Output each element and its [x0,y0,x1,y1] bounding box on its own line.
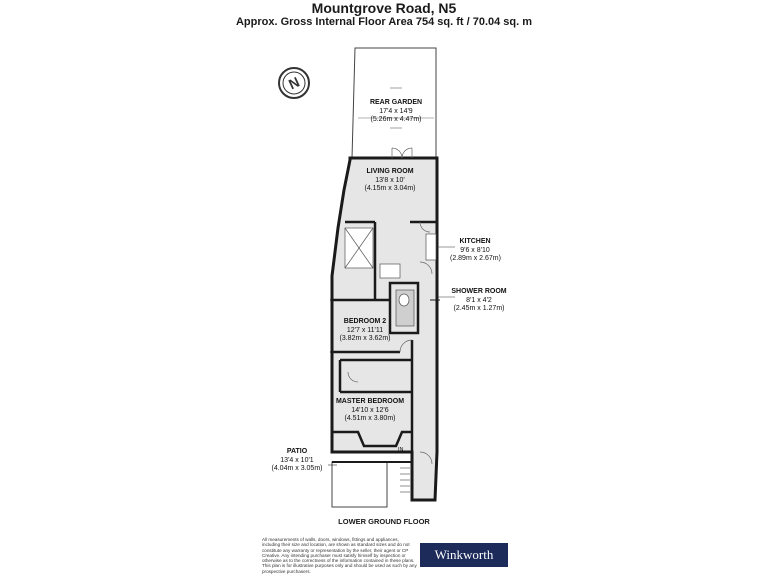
living-room-label [350,168,430,194]
master-bedroom-metric: (4.51m x 3.80m) [344,415,396,422]
bedroom-2-label [334,318,396,344]
living-room-metric: (4.15m x 3.04m) [364,185,416,192]
floor-area-subtitle: Approx. Gross Internal Floor Area 754 sq. ft / 70.04 sq. m [235,16,533,28]
floor-level-label: LOWER GROUND FLOOR [338,517,430,526]
master-bedroom-name: MASTER BEDROOM [335,398,405,405]
kitchen-label [450,238,500,264]
entrance-marker: IN [398,447,404,453]
bedroom-2-metric: (3.82m x 3.62m) [339,335,391,342]
kitchen-name: KITCHEN [459,238,491,245]
patio-metric: (4.04m x 3.05m) [271,465,323,472]
compass-letter: N [286,73,302,93]
patio-area [332,462,412,507]
brand-logo: Winkworth [420,543,508,567]
patio-label [266,448,328,474]
plan-title: Mountgrove Road, N5 [311,0,457,16]
rear-garden-label [356,99,436,125]
kitchen-imperial: 9'6 x 8'10 [460,246,490,254]
bedroom-2-name: BEDROOM 2 [343,318,387,325]
rear-garden-name: REAR GARDEN [369,99,423,106]
shower-room-metric: (2.45m x 1.27m) [453,305,505,312]
compass-icon [279,68,309,98]
disclaimer-text: All measurements of walls, doors, windows, fittings and appliances, including their size and location, are shown as standard sizes and do not constitute any warranty or representation by the seller, their agent or CP Creative. Any intending purchaser must satisfy himself by inspection or otherwise as to the correctness of the information contained in these plans. This plan is for illustrative purposes only and should be used as such by any prospective purchasers. [262,537,417,574]
shower-room-imperial: 8'1 x 4'2 [466,296,492,304]
living-room-name: LIVING ROOM [366,168,414,175]
shower-room-label [444,288,514,314]
living-room-imperial: 13'8 x 10' [375,176,405,184]
bedroom-2-imperial: 12'7 x 11'11 [346,326,384,334]
kitchen-metric: (2.89m x 2.67m) [450,255,501,262]
rear-garden-metric: (5.26m x 4.47m) [370,116,422,123]
master-bedroom-label [334,398,406,424]
patio-name: PATIO [286,448,308,455]
patio-imperial: 13'4 x 10'1 [280,456,314,464]
shower-room-name: SHOWER ROOM [451,288,507,295]
master-bedroom-imperial: 14'10 x 12'6 [351,406,389,414]
rear-garden-imperial: 17'4 x 14'9 [379,107,413,115]
